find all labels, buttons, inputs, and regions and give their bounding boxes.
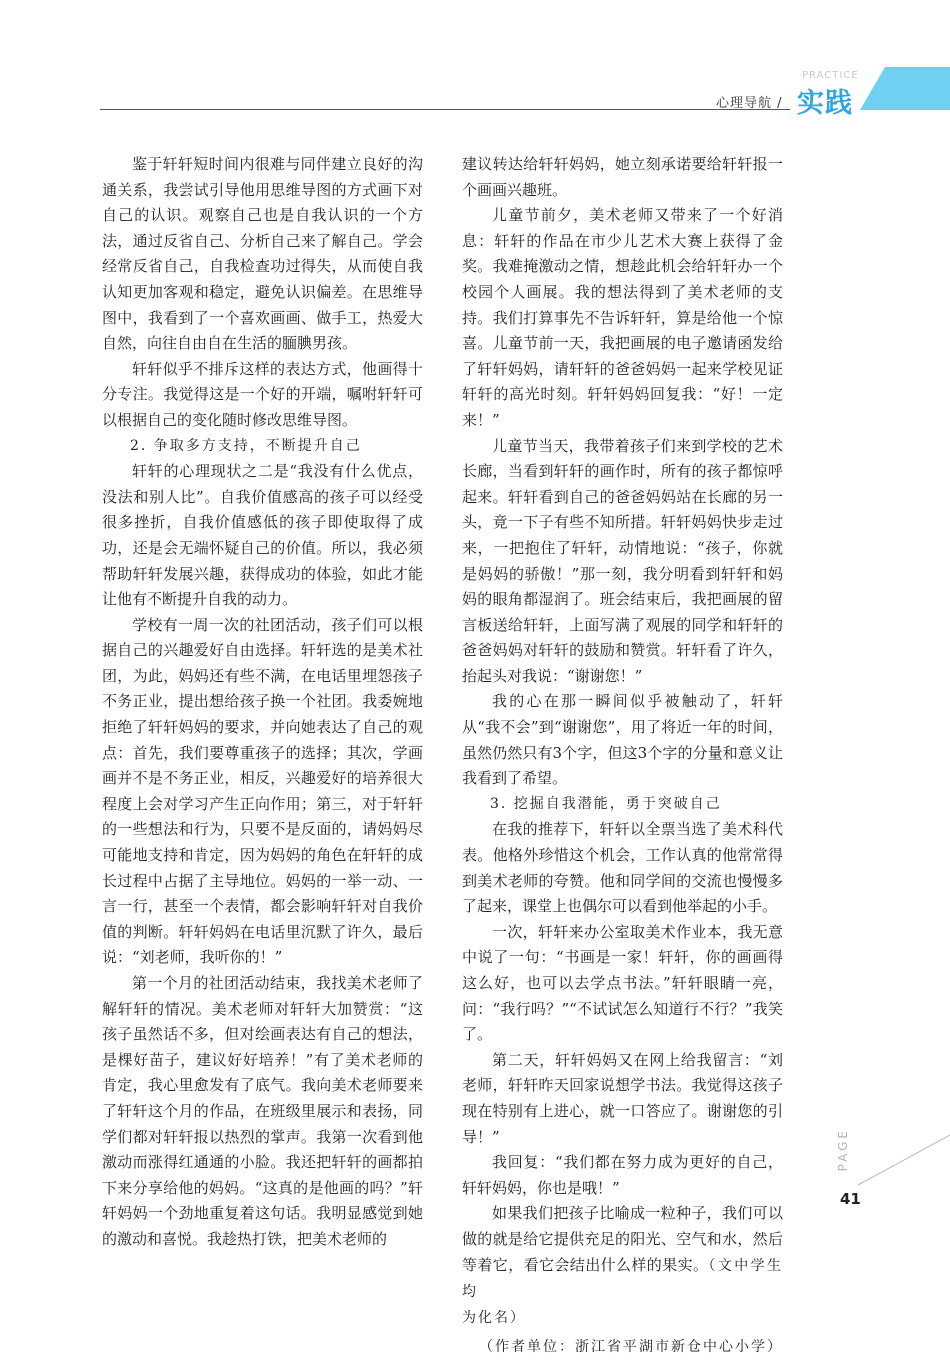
paragraph: 建议转达给轩轩妈妈，她立刻承诺要给轩轩报一个画画兴趣班。 xyxy=(462,155,783,199)
paragraph: 轩轩似乎不排斥这样的表达方式，他画得十分专注。我觉得这是一个好的开端，嘱咐轩轩可以根据自己的变化随时修改思维导图。 xyxy=(102,359,423,429)
paragraph: 鉴于轩轩短时间内很难与同伴建立良好的沟通关系，我尝试引导他用思维导图的方式画下对自己的认识。观察自己也是自我认识的一个方法，通过反省自己、分析自己来了解自己。学会经常反省自己，自我检查功过得失，从而使自我认知更加客观和稳定，避免认识偏差。在思维导图中，我看到了一个喜欢画画、做手工，热爱大自然，向往自由自在生活的腼腆男孩。 xyxy=(102,155,423,353)
paragraph: 儿童节前夕，美术老师又带来了一个好消息：轩轩的作品在市少儿艺术大赛上获得了金奖。我难掩激动之情，想趁此机会给轩轩办一个校园个人画展。我的想法得到了美术老师的支持。我们打算事先不告诉轩轩，算是给他一个惊喜。儿童节前一天，我把画展的电子邀请函发给了轩轩妈妈，请轩轩的爸爸妈妈一起来学校见证轩轩的高光时刻。轩轩妈妈回复我：“好！一定来！” xyxy=(462,206,783,429)
header-brand-title: 实践 xyxy=(797,88,853,119)
footer-diagonal-line xyxy=(858,1135,950,1185)
section-heading: 2. 争取多方支持，不断提升自己 xyxy=(130,437,362,454)
paragraph: 学校有一周一次的社团活动，孩子们可以根据自己的兴趣爱好自由选择。轩轩选的是美术社团，为此，妈妈还有些不满，在电话里埋怨孩子不务正业，提出想给孩子换一个社团。我委婉地拒绝了轩轩妈妈的要求，并向她表达了自己的观点：首先，我们要尊重孩子的选择；其次，学画画并不是不务正业，相反，兴趣爱好的培养很大程度上会对学习产生正向作用；第三，对于轩轩的一些想法和行为，只要不是反面的，请妈妈尽可能地支持和肯定，因为妈妈的角色在轩轩的成长过程中占据了主导地位。妈妈的一举一动、一言一行，甚至一个表情，都会影响轩轩对自我价值的判断。轩轩妈妈在电话里沉默了许久，最后说：“刘老师，我听你的！” xyxy=(102,615,423,967)
paragraph: 第一个月的社团活动结束，我找美术老师了解轩轩的情况。美术老师对轩轩大加赞赏：“这孩子虽然话不多，但对绘画表达有自己的想法，是棵好苗子，建议好好培养！”有了美术老师的肯定，我心里愈发有了底气。我向美术老师要来了轩轩这个月的作品，在班级里展示和表扬，同学们都对轩轩报以热烈的掌声。我第一次看到他激动而涨得红通通的小脸。我还把轩轩的画都拍下来分享给他的妈妈。“这真的是他画的吗？”轩轩妈妈一个劲地重复着这句话。我明显感觉到她的激动和喜悦。我趁热打铁，把美术老师的 xyxy=(102,974,423,1248)
paragraph-text: 如果我们把孩子比喻成一粒种子，我们可以做的就是给它提供充足的阳光、空气和水，然后等着它，看它会结出什么样的果实。 xyxy=(462,1204,783,1274)
section-heading: 3. 挖掘自我潜能，勇于突破自己 xyxy=(490,795,722,812)
note-tail: 为化名） xyxy=(462,1309,526,1326)
paragraph: 在我的推荐下，轩轩以全票当选了美术科代表。他格外珍惜这个机会，工作认真的他常常得到美术老师的夸赞。他和同学间的交流也慢慢多了起来，课堂上也偶尔可以看到他举起的小手。 xyxy=(462,820,783,916)
header-practice-label: PRACTICE xyxy=(802,70,859,81)
author-affiliation: （作者单位：浙江省平湖市新仓中心小学） xyxy=(479,1339,783,1356)
paragraph: 我回复：“我们都在努力成为更好的自己，轩轩妈妈，你也是哦！” xyxy=(462,1153,783,1197)
paragraph: 轩轩的心理现状之二是“我没有什么优点，没法和别人比”。自我价值感高的孩子可以经受很多挫折，自我价值感低的孩子即使取得了成功，还是会无端怀疑自己的价值。所以，我必须帮助轩轩发展兴趣，获得成功的体验，如此才能让他有不断提升自我的动力。 xyxy=(102,462,423,609)
page-number: 41 xyxy=(840,1190,861,1208)
note-head: （文中学生均 xyxy=(462,1257,783,1301)
paragraph: 一次，轩轩来办公室取美术作业本，我无意中说了一句：“书画是一家！轩轩，你的画画得这么好，也可以去学点书法。”轩轩眼睛一亮，问：“我行吗？”“不试试怎么知道行不行？”我笑了。 xyxy=(462,922,783,1044)
header-section-title: 心理导航 / xyxy=(716,96,783,111)
paragraph: 儿童节当天，我带着孩子们来到学校的艺术长廊，当看到轩轩的画作时，所有的孩子都惊呼起来。轩轩看到自己的爸爸妈妈站在长廊的另一头，竟一下子有些不知所措。轩轩妈妈快步走过来，一把抱住了轩轩，动情地说：“孩子，你就是妈妈的骄傲！”那一刻，我分明看到轩轩和妈妈的眼角都湿润了。班会结束后，我把画展的留言板送给轩轩，上面写满了观展的同学和轩轩的爸爸妈妈对轩轩的鼓励和赞赏。轩轩看了许久，抬起头对我说：“谢谢您！” xyxy=(462,436,783,685)
page-label: PAGE xyxy=(836,1128,850,1172)
paragraph: 第二天，轩轩妈妈又在网上给我留言：“刘老师，轩轩昨天回家说想学书法。我觉得这孩子现在特别有上进心，就一口答应了。谢谢您的引导！” xyxy=(462,1050,783,1146)
paragraph: 我的心在那一瞬间似乎被触动了，轩轩从“我不会”到“谢谢您”，用了将近一年的时间，虽然仍然只有3个字，但这3个字的分量和意义让我看到了希望。 xyxy=(462,692,783,788)
